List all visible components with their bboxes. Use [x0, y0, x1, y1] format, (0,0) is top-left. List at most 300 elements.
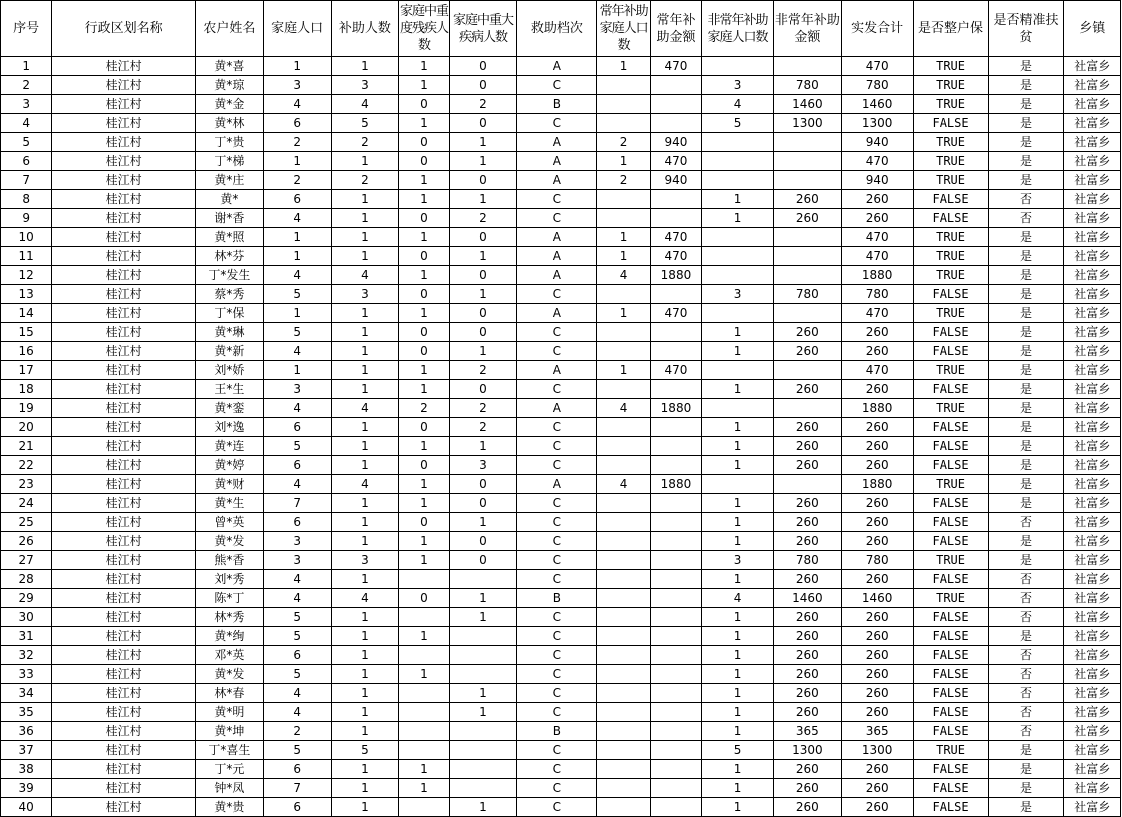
- nonregular-aid-people-cell: [702, 152, 774, 171]
- regular-aid-amount-cell: [650, 665, 701, 684]
- regular-aid-amount-cell: 1880: [650, 266, 701, 285]
- district-cell: 桂江村: [52, 95, 196, 114]
- nonregular-aid-people-cell: 1: [702, 779, 774, 798]
- nonregular-aid-amount-cell: 260: [773, 608, 841, 627]
- householder-cell: 黄*: [196, 190, 264, 209]
- regular-aid-people-cell: [597, 779, 650, 798]
- illness-count-cell: 1: [449, 152, 517, 171]
- family-size-cell: 7: [263, 494, 331, 513]
- whole-household-cell: TRUE: [913, 304, 988, 323]
- district-cell: 桂江村: [52, 399, 196, 418]
- aided-count-cell: 1: [331, 513, 399, 532]
- aided-count-cell: 1: [331, 228, 399, 247]
- disabled-count-cell: 0: [399, 342, 449, 361]
- row-index: 18: [1, 380, 52, 399]
- aided-count-cell: 1: [331, 646, 399, 665]
- township-cell: 社富乡: [1064, 589, 1121, 608]
- district-cell: 桂江村: [52, 703, 196, 722]
- regular-aid-amount-cell: [650, 703, 701, 722]
- aided-count-cell: 4: [331, 95, 399, 114]
- disabled-count-cell: 0: [399, 589, 449, 608]
- district-cell: 桂江村: [52, 437, 196, 456]
- table-row: [1, 190, 1121, 209]
- targeted-poverty-cell: 是: [988, 114, 1064, 133]
- aid-level-cell: C: [517, 285, 597, 304]
- township-cell: 社富乡: [1064, 247, 1121, 266]
- targeted-poverty-cell: 否: [988, 722, 1064, 741]
- regular-aid-people-cell: [597, 209, 650, 228]
- table-row: [1, 95, 1121, 114]
- householder-cell: 丁*贵: [196, 133, 264, 152]
- aid-level-cell: C: [517, 741, 597, 760]
- nonregular-aid-people-cell: 1: [702, 798, 774, 817]
- table-row: [1, 342, 1121, 361]
- illness-count-cell: 0: [449, 494, 517, 513]
- householder-cell: 林*芬: [196, 247, 264, 266]
- regular-aid-people-cell: 4: [597, 475, 650, 494]
- nonregular-aid-amount-cell: 260: [773, 380, 841, 399]
- family-size-cell: 1: [263, 361, 331, 380]
- aid-level-cell: C: [517, 209, 597, 228]
- row-index: 17: [1, 361, 52, 380]
- nonregular-aid-amount-cell: 260: [773, 798, 841, 817]
- township-cell: 社富乡: [1064, 646, 1121, 665]
- header-disabled-count: 家庭中重度残疾人数: [399, 1, 449, 57]
- aided-count-cell: 1: [331, 380, 399, 399]
- header-total-paid: 实发合计: [841, 1, 913, 57]
- regular-aid-amount-cell: [650, 646, 701, 665]
- householder-cell: 钟*凤: [196, 779, 264, 798]
- family-size-cell: 4: [263, 266, 331, 285]
- illness-count-cell: 0: [449, 532, 517, 551]
- total-paid-cell: 470: [841, 304, 913, 323]
- disabled-count-cell: 0: [399, 418, 449, 437]
- targeted-poverty-cell: 是: [988, 95, 1064, 114]
- disabled-count-cell: [399, 741, 449, 760]
- householder-cell: 黄*发: [196, 665, 264, 684]
- row-index: 8: [1, 190, 52, 209]
- row-index: 34: [1, 684, 52, 703]
- nonregular-aid-people-cell: 5: [702, 741, 774, 760]
- regular-aid-amount-cell: [650, 798, 701, 817]
- whole-household-cell: FALSE: [913, 684, 988, 703]
- nonregular-aid-amount-cell: [773, 361, 841, 380]
- nonregular-aid-people-cell: [702, 304, 774, 323]
- township-cell: 社富乡: [1064, 798, 1121, 817]
- township-cell: 社富乡: [1064, 532, 1121, 551]
- whole-household-cell: FALSE: [913, 646, 988, 665]
- householder-cell: 王*生: [196, 380, 264, 399]
- whole-household-cell: TRUE: [913, 171, 988, 190]
- regular-aid-amount-cell: [650, 627, 701, 646]
- illness-count-cell: [449, 570, 517, 589]
- family-size-cell: 3: [263, 380, 331, 399]
- row-index: 6: [1, 152, 52, 171]
- family-size-cell: 5: [263, 437, 331, 456]
- targeted-poverty-cell: 是: [988, 361, 1064, 380]
- district-cell: 桂江村: [52, 608, 196, 627]
- aid-level-cell: A: [517, 475, 597, 494]
- regular-aid-amount-cell: 470: [650, 247, 701, 266]
- illness-count-cell: [449, 779, 517, 798]
- total-paid-cell: 470: [841, 247, 913, 266]
- table-row: [1, 152, 1121, 171]
- householder-cell: 黄*庄: [196, 171, 264, 190]
- aided-count-cell: 1: [331, 418, 399, 437]
- disabled-count-cell: [399, 684, 449, 703]
- nonregular-aid-amount-cell: 260: [773, 570, 841, 589]
- targeted-poverty-cell: 是: [988, 380, 1064, 399]
- district-cell: 桂江村: [52, 266, 196, 285]
- illness-count-cell: 1: [449, 589, 517, 608]
- table-row: [1, 646, 1121, 665]
- disabled-count-cell: 1: [399, 76, 449, 95]
- regular-aid-amount-cell: [650, 190, 701, 209]
- whole-household-cell: TRUE: [913, 57, 988, 76]
- regular-aid-people-cell: [597, 608, 650, 627]
- row-index: 16: [1, 342, 52, 361]
- row-index: 20: [1, 418, 52, 437]
- householder-cell: 刘*秀: [196, 570, 264, 589]
- family-size-cell: 2: [263, 133, 331, 152]
- aid-level-cell: C: [517, 342, 597, 361]
- row-index: 30: [1, 608, 52, 627]
- total-paid-cell: 260: [841, 665, 913, 684]
- district-cell: 桂江村: [52, 342, 196, 361]
- district-cell: 桂江村: [52, 475, 196, 494]
- table-row: [1, 513, 1121, 532]
- illness-count-cell: 1: [449, 703, 517, 722]
- whole-household-cell: TRUE: [913, 247, 988, 266]
- nonregular-aid-people-cell: 1: [702, 456, 774, 475]
- whole-household-cell: FALSE: [913, 779, 988, 798]
- aid-level-cell: A: [517, 57, 597, 76]
- family-size-cell: 6: [263, 190, 331, 209]
- regular-aid-people-cell: 1: [597, 57, 650, 76]
- householder-cell: 刘*娇: [196, 361, 264, 380]
- illness-count-cell: [449, 646, 517, 665]
- aided-count-cell: 1: [331, 779, 399, 798]
- table-row: [1, 494, 1121, 513]
- disabled-count-cell: 1: [399, 190, 449, 209]
- aid-level-cell: C: [517, 456, 597, 475]
- header-nonregular-aid-people: 非常年补助家庭人口数: [702, 1, 774, 57]
- table-row: [1, 209, 1121, 228]
- illness-count-cell: 0: [449, 76, 517, 95]
- total-paid-cell: 260: [841, 532, 913, 551]
- targeted-poverty-cell: 否: [988, 209, 1064, 228]
- aid-level-cell: A: [517, 171, 597, 190]
- aided-count-cell: 1: [331, 361, 399, 380]
- aided-count-cell: 1: [331, 247, 399, 266]
- regular-aid-people-cell: 1: [597, 152, 650, 171]
- householder-cell: 黄*贵: [196, 798, 264, 817]
- aid-level-cell: C: [517, 494, 597, 513]
- regular-aid-amount-cell: [650, 741, 701, 760]
- illness-count-cell: 1: [449, 684, 517, 703]
- township-cell: 社富乡: [1064, 703, 1121, 722]
- aid-level-cell: B: [517, 722, 597, 741]
- township-cell: 社富乡: [1064, 342, 1121, 361]
- householder-cell: 黄*琳: [196, 323, 264, 342]
- row-index: 38: [1, 760, 52, 779]
- row-index: 3: [1, 95, 52, 114]
- whole-household-cell: TRUE: [913, 589, 988, 608]
- total-paid-cell: 260: [841, 570, 913, 589]
- regular-aid-amount-cell: [650, 456, 701, 475]
- nonregular-aid-people-cell: 1: [702, 437, 774, 456]
- district-cell: 桂江村: [52, 247, 196, 266]
- householder-cell: 黄*新: [196, 342, 264, 361]
- nonregular-aid-amount-cell: 260: [773, 779, 841, 798]
- aided-count-cell: 1: [331, 437, 399, 456]
- table-row: [1, 456, 1121, 475]
- regular-aid-people-cell: 1: [597, 361, 650, 380]
- disabled-count-cell: 0: [399, 513, 449, 532]
- nonregular-aid-amount-cell: [773, 152, 841, 171]
- row-index: 29: [1, 589, 52, 608]
- aided-count-cell: 1: [331, 342, 399, 361]
- nonregular-aid-amount-cell: 260: [773, 513, 841, 532]
- regular-aid-amount-cell: 470: [650, 152, 701, 171]
- aided-count-cell: 1: [331, 57, 399, 76]
- regular-aid-people-cell: 1: [597, 247, 650, 266]
- nonregular-aid-people-cell: [702, 133, 774, 152]
- aid-level-cell: C: [517, 798, 597, 817]
- householder-cell: 林*春: [196, 684, 264, 703]
- header-targeted-poverty: 是否精准扶贫: [988, 1, 1064, 57]
- header-township: 乡镇: [1064, 1, 1121, 57]
- disabled-count-cell: 1: [399, 475, 449, 494]
- family-size-cell: 4: [263, 703, 331, 722]
- regular-aid-people-cell: [597, 665, 650, 684]
- householder-cell: 黄*銮: [196, 399, 264, 418]
- district-cell: 桂江村: [52, 57, 196, 76]
- whole-household-cell: FALSE: [913, 627, 988, 646]
- township-cell: 社富乡: [1064, 418, 1121, 437]
- aided-count-cell: 1: [331, 608, 399, 627]
- regular-aid-amount-cell: 1880: [650, 399, 701, 418]
- table-row: [1, 228, 1121, 247]
- header-aid-level: 救助档次: [517, 1, 597, 57]
- header-row: [1, 1, 1121, 57]
- district-cell: 桂江村: [52, 760, 196, 779]
- disabled-count-cell: 1: [399, 171, 449, 190]
- nonregular-aid-people-cell: 4: [702, 589, 774, 608]
- table-row: [1, 570, 1121, 589]
- illness-count-cell: [449, 627, 517, 646]
- aid-level-cell: C: [517, 323, 597, 342]
- nonregular-aid-amount-cell: [773, 475, 841, 494]
- householder-cell: 丁*元: [196, 760, 264, 779]
- township-cell: 社富乡: [1064, 76, 1121, 95]
- aid-level-cell: C: [517, 380, 597, 399]
- table-row: [1, 76, 1121, 95]
- district-cell: 桂江村: [52, 513, 196, 532]
- householder-cell: 黄*婷: [196, 456, 264, 475]
- nonregular-aid-amount-cell: 260: [773, 684, 841, 703]
- total-paid-cell: 260: [841, 342, 913, 361]
- table-row: [1, 608, 1121, 627]
- householder-cell: 丁*发生: [196, 266, 264, 285]
- township-cell: 社富乡: [1064, 228, 1121, 247]
- township-cell: 社富乡: [1064, 190, 1121, 209]
- illness-count-cell: 0: [449, 304, 517, 323]
- aid-level-cell: A: [517, 361, 597, 380]
- nonregular-aid-people-cell: [702, 57, 774, 76]
- regular-aid-people-cell: [597, 456, 650, 475]
- illness-count-cell: [449, 665, 517, 684]
- illness-count-cell: 0: [449, 323, 517, 342]
- table-header: [1, 1, 1121, 57]
- disabled-count-cell: [399, 798, 449, 817]
- aid-level-cell: C: [517, 703, 597, 722]
- aid-level-cell: C: [517, 513, 597, 532]
- regular-aid-people-cell: [597, 627, 650, 646]
- family-size-cell: 4: [263, 399, 331, 418]
- district-cell: 桂江村: [52, 114, 196, 133]
- targeted-poverty-cell: 是: [988, 171, 1064, 190]
- disabled-count-cell: 1: [399, 779, 449, 798]
- total-paid-cell: 470: [841, 228, 913, 247]
- total-paid-cell: 260: [841, 798, 913, 817]
- regular-aid-amount-cell: [650, 513, 701, 532]
- householder-cell: 黄*照: [196, 228, 264, 247]
- total-paid-cell: 260: [841, 456, 913, 475]
- district-cell: 桂江村: [52, 665, 196, 684]
- header-district: 行政区划名称: [52, 1, 196, 57]
- nonregular-aid-amount-cell: [773, 228, 841, 247]
- nonregular-aid-amount-cell: [773, 133, 841, 152]
- regular-aid-people-cell: [597, 722, 650, 741]
- targeted-poverty-cell: 否: [988, 570, 1064, 589]
- nonregular-aid-people-cell: 1: [702, 190, 774, 209]
- householder-cell: 熊*香: [196, 551, 264, 570]
- table-body: [1, 57, 1121, 817]
- disabled-count-cell: 1: [399, 437, 449, 456]
- table-row: [1, 722, 1121, 741]
- regular-aid-people-cell: [597, 798, 650, 817]
- family-size-cell: 1: [263, 247, 331, 266]
- householder-cell: 林*秀: [196, 608, 264, 627]
- nonregular-aid-amount-cell: [773, 247, 841, 266]
- family-size-cell: 4: [263, 589, 331, 608]
- householder-cell: 曾*英: [196, 513, 264, 532]
- illness-count-cell: 0: [449, 266, 517, 285]
- regular-aid-people-cell: [597, 114, 650, 133]
- family-size-cell: 5: [263, 608, 331, 627]
- disabled-count-cell: 0: [399, 285, 449, 304]
- row-index: 15: [1, 323, 52, 342]
- total-paid-cell: 1460: [841, 95, 913, 114]
- township-cell: 社富乡: [1064, 608, 1121, 627]
- district-cell: 桂江村: [52, 741, 196, 760]
- targeted-poverty-cell: 是: [988, 760, 1064, 779]
- table-row: [1, 266, 1121, 285]
- row-index: 35: [1, 703, 52, 722]
- aided-count-cell: 1: [331, 532, 399, 551]
- whole-household-cell: TRUE: [913, 551, 988, 570]
- table-row: [1, 361, 1121, 380]
- aided-count-cell: 1: [331, 722, 399, 741]
- aid-level-cell: A: [517, 304, 597, 323]
- disabled-count-cell: [399, 703, 449, 722]
- family-size-cell: 2: [263, 171, 331, 190]
- aided-count-cell: 1: [331, 323, 399, 342]
- nonregular-aid-amount-cell: 260: [773, 703, 841, 722]
- district-cell: 桂江村: [52, 646, 196, 665]
- aided-count-cell: 1: [331, 703, 399, 722]
- targeted-poverty-cell: 否: [988, 684, 1064, 703]
- table-row: [1, 532, 1121, 551]
- householder-cell: 谢*香: [196, 209, 264, 228]
- aid-level-cell: A: [517, 399, 597, 418]
- aid-level-cell: C: [517, 437, 597, 456]
- row-index: 24: [1, 494, 52, 513]
- disabled-count-cell: 0: [399, 209, 449, 228]
- aided-count-cell: 4: [331, 399, 399, 418]
- regular-aid-amount-cell: [650, 551, 701, 570]
- total-paid-cell: 780: [841, 76, 913, 95]
- illness-count-cell: 0: [449, 171, 517, 190]
- table-row: [1, 418, 1121, 437]
- row-index: 23: [1, 475, 52, 494]
- whole-household-cell: TRUE: [913, 741, 988, 760]
- header-regular-aid-people: 常年补助家庭人口数: [597, 1, 650, 57]
- aided-count-cell: 1: [331, 627, 399, 646]
- targeted-poverty-cell: 否: [988, 513, 1064, 532]
- table-row: [1, 323, 1121, 342]
- whole-household-cell: FALSE: [913, 570, 988, 589]
- district-cell: 桂江村: [52, 228, 196, 247]
- total-paid-cell: 940: [841, 133, 913, 152]
- illness-count-cell: 1: [449, 133, 517, 152]
- aid-level-cell: B: [517, 589, 597, 608]
- whole-household-cell: FALSE: [913, 532, 988, 551]
- header-illness-count: 家庭中重大疾病人数: [449, 1, 517, 57]
- aid-level-cell: A: [517, 228, 597, 247]
- table-row: [1, 380, 1121, 399]
- nonregular-aid-amount-cell: 260: [773, 342, 841, 361]
- whole-household-cell: FALSE: [913, 418, 988, 437]
- regular-aid-amount-cell: 470: [650, 228, 701, 247]
- table-row: [1, 798, 1121, 817]
- whole-household-cell: FALSE: [913, 608, 988, 627]
- total-paid-cell: 260: [841, 513, 913, 532]
- table-row: [1, 304, 1121, 323]
- district-cell: 桂江村: [52, 570, 196, 589]
- regular-aid-amount-cell: [650, 589, 701, 608]
- nonregular-aid-people-cell: 1: [702, 760, 774, 779]
- total-paid-cell: 470: [841, 361, 913, 380]
- nonregular-aid-people-cell: 1: [702, 703, 774, 722]
- whole-household-cell: TRUE: [913, 133, 988, 152]
- targeted-poverty-cell: 是: [988, 798, 1064, 817]
- whole-household-cell: TRUE: [913, 266, 988, 285]
- total-paid-cell: 260: [841, 323, 913, 342]
- regular-aid-people-cell: [597, 380, 650, 399]
- row-index: 10: [1, 228, 52, 247]
- township-cell: 社富乡: [1064, 779, 1121, 798]
- householder-cell: 黄*喜: [196, 57, 264, 76]
- whole-household-cell: FALSE: [913, 665, 988, 684]
- householder-cell: 邓*英: [196, 646, 264, 665]
- regular-aid-amount-cell: [650, 684, 701, 703]
- regular-aid-amount-cell: [650, 608, 701, 627]
- regular-aid-people-cell: [597, 76, 650, 95]
- illness-count-cell: 1: [449, 342, 517, 361]
- householder-cell: 黄*绚: [196, 627, 264, 646]
